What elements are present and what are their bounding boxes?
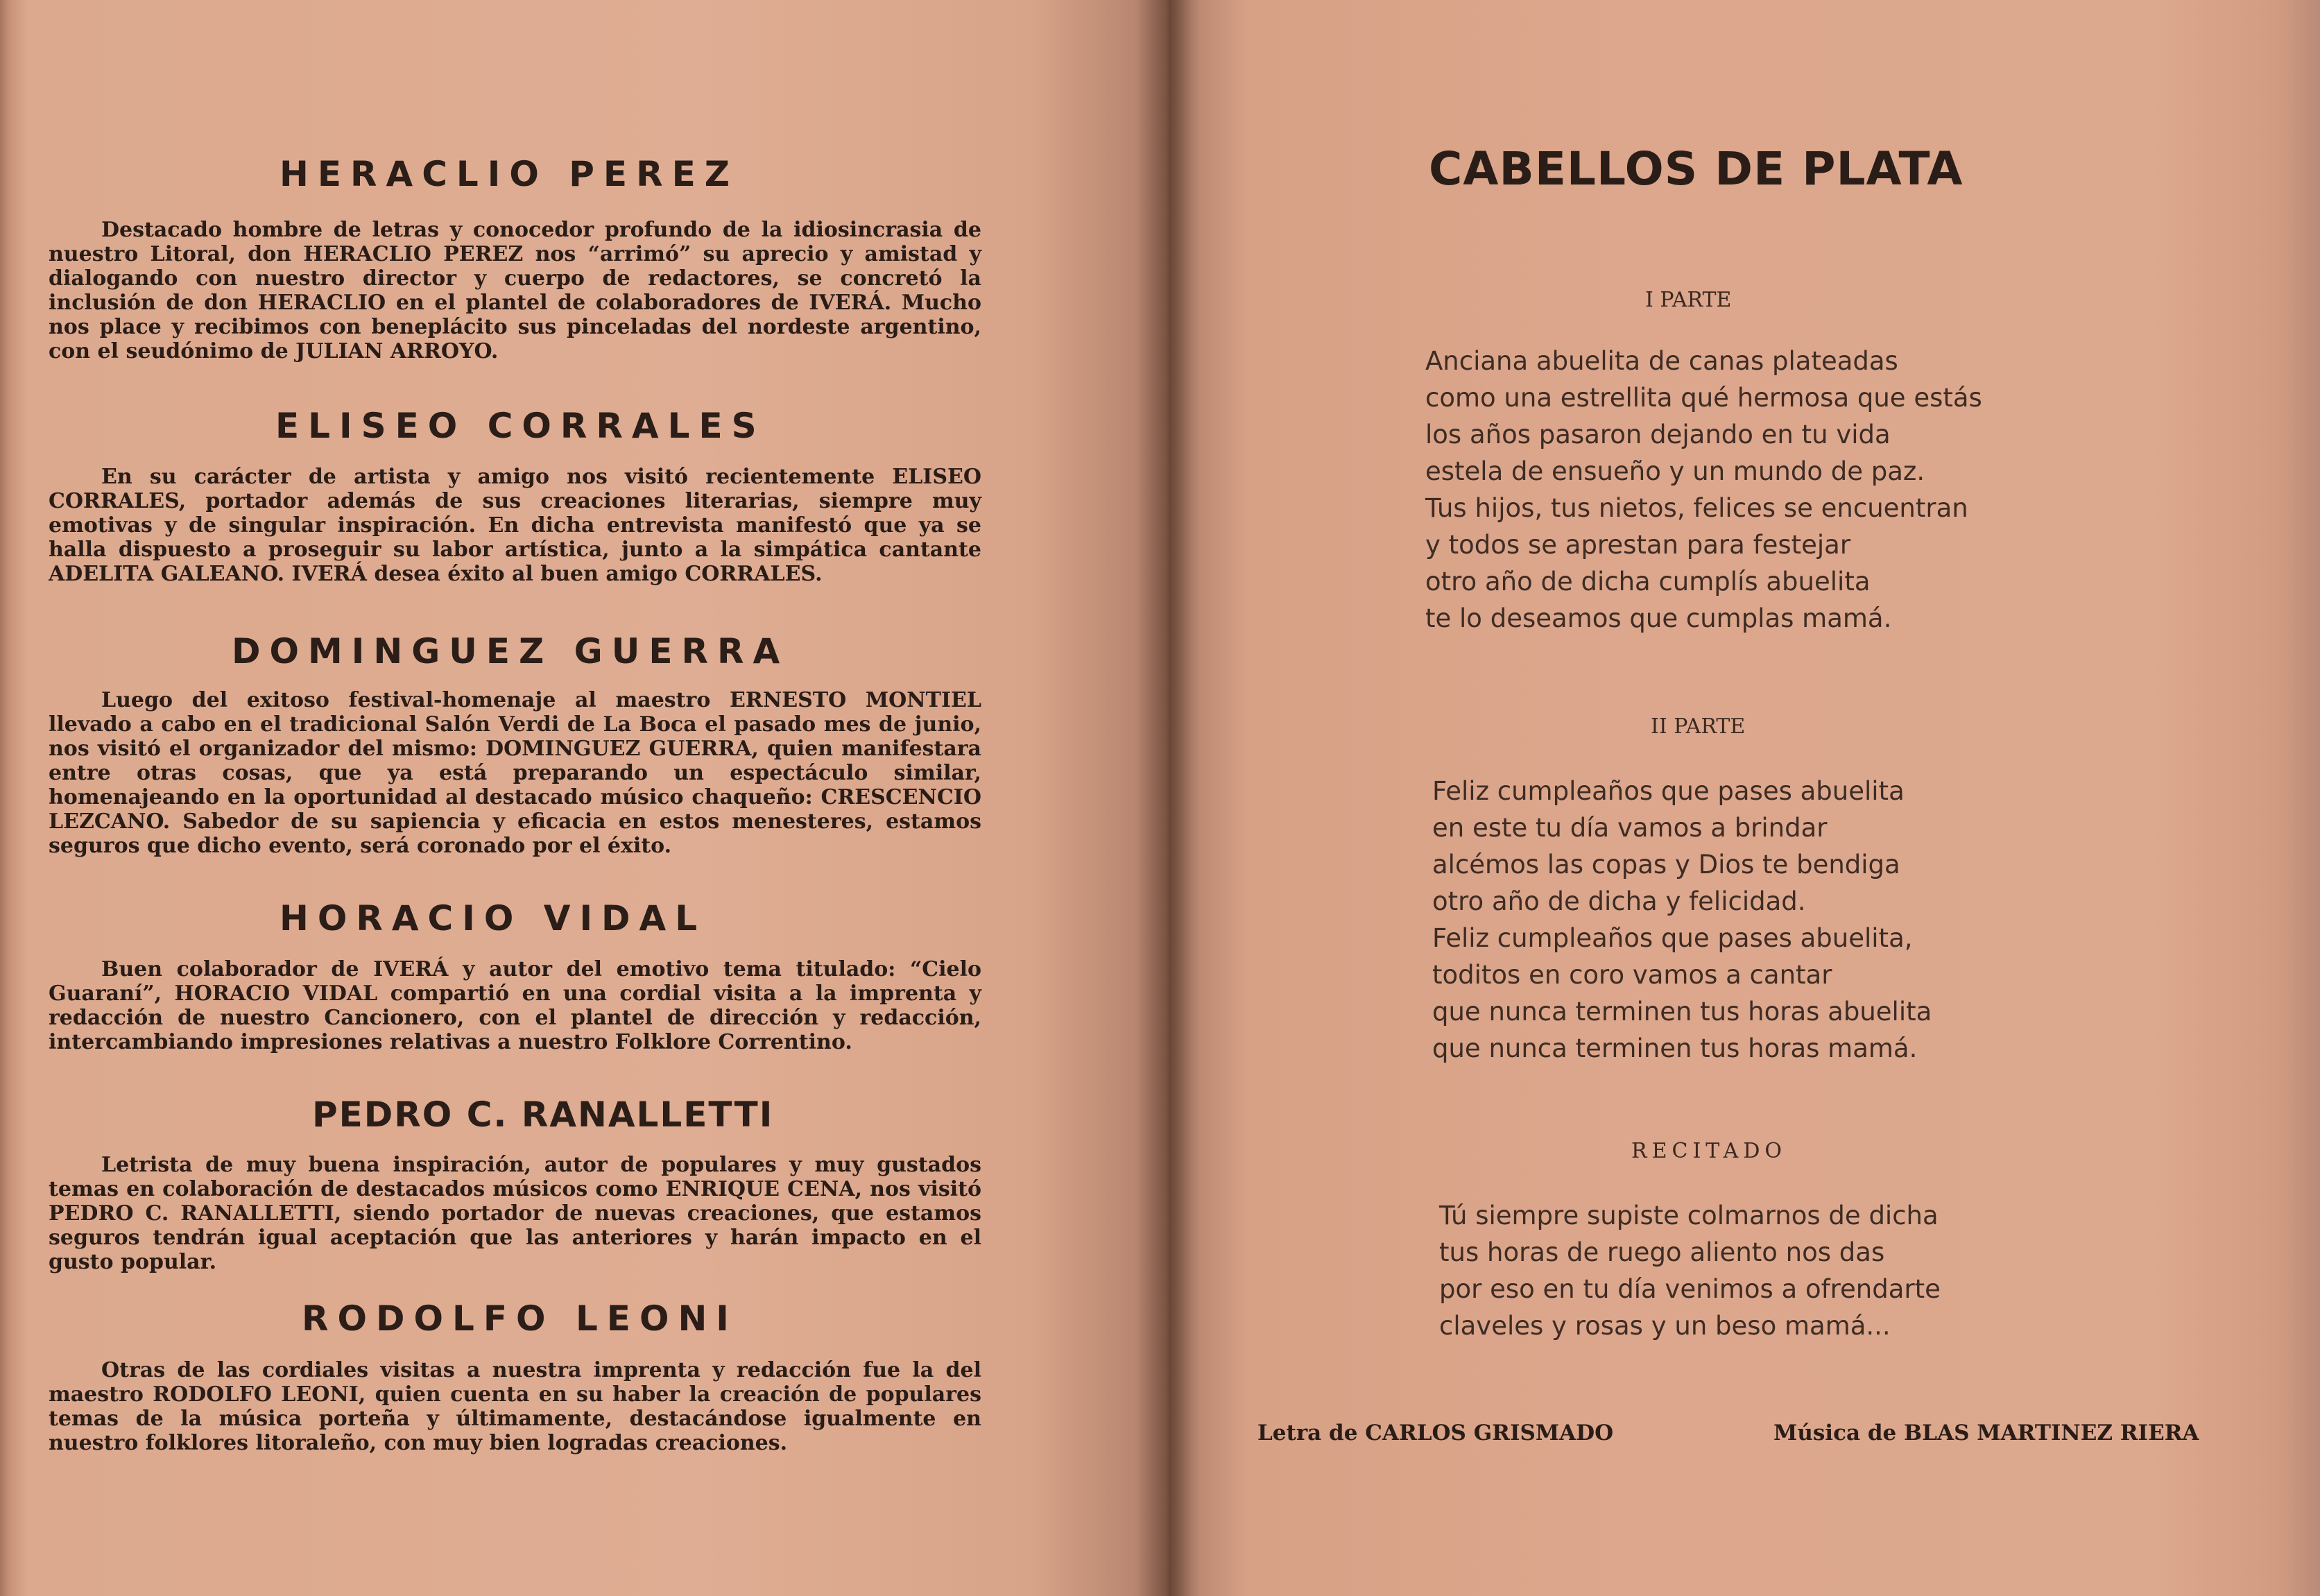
part-one-label: I PARTE bbox=[1645, 288, 1732, 312]
recitado-verse bbox=[1439, 1197, 1941, 1344]
music-credit: Música de BLAS MARTINEZ RIERA bbox=[1773, 1421, 2199, 1445]
article-heading-eliseo-corrales: ELISEO CORRALES bbox=[275, 406, 766, 446]
article-body-eliseo-corrales: En su carácter de artista y amigo nos visitó recientemente ELISEO CORRALES, portador además de sus creaciones literarias, siempre muy emotivas y de singular inspiración. En dicha entrevista manifestó que ya se halla dispuesto a proseguir su labor artística, junto a la simpática cantante ADELITA GALEANO. IVERÁ desea éxito al buen amigo CORRALES. bbox=[49, 465, 981, 586]
verse-line: en este tu día vamos a brindar bbox=[1432, 813, 1828, 843]
article-heading-dominguez-guerra: DOMINGUEZ GUERRA bbox=[232, 631, 789, 671]
verse-line: Feliz cumpleaños que pases abuelita, bbox=[1432, 923, 1913, 953]
article-heading-heraclio-perez: HERACLIO PEREZ bbox=[280, 154, 739, 194]
verse-line: como una estrellita qué hermosa que estás bbox=[1425, 383, 1982, 413]
part-two-verse bbox=[1432, 773, 1932, 1067]
verse-line: te lo deseamos que cumplas mamá. bbox=[1425, 603, 1892, 633]
part-two-label: II PARTE bbox=[1651, 714, 1746, 739]
verse-line: Feliz cumpleaños que pases abuelita bbox=[1432, 776, 1905, 806]
verse-line: que nunca terminen tus horas abuelita bbox=[1432, 997, 1932, 1027]
lyrics-credit: Letra de CARLOS GRISMADO bbox=[1257, 1421, 1614, 1445]
verse-line: Anciana abuelita de canas plateadas bbox=[1425, 346, 1898, 376]
article-body-pedro-ranalletti: Letrista de muy buena inspiración, autor de populares y muy gustados temas en colaboración de destacados músicos como ENRIQUE CENA, nos visitó PEDRO C. RANALLETTI, siendo portador de nuevas creaciones, que estamos seguros tendrán igual aceptación que las anteriores y harán impacto en el gusto popular. bbox=[49, 1153, 981, 1274]
verse-line: que nunca terminen tus horas mamá. bbox=[1432, 1033, 1918, 1063]
verse-line: alcémos las copas y Dios te bendiga bbox=[1432, 850, 1900, 879]
verse-line: Tú siempre supiste colmarnos de dicha bbox=[1439, 1201, 1939, 1230]
article-heading-rodolfo-leoni: RODOLFO LEONI bbox=[302, 1298, 738, 1339]
verse-line: y todos se aprestan para festejar bbox=[1425, 530, 1851, 560]
verse-line: tus horas de ruego aliento nos das bbox=[1439, 1237, 1885, 1267]
verse-line: estela de ensueño y un mundo de paz. bbox=[1425, 456, 1925, 486]
verse-line: Tus hijos, tus nietos, felices se encuentran bbox=[1425, 493, 1968, 523]
verse-line: por eso en tu día venimos a ofrendarte bbox=[1439, 1274, 1941, 1304]
article-heading-pedro-ranalletti: PEDRO C. RANALLETTI bbox=[312, 1095, 774, 1135]
verse-line: otro año de dicha y felicidad. bbox=[1432, 886, 1806, 916]
verse-line: toditos en coro vamos a cantar bbox=[1432, 960, 1832, 990]
article-body-dominguez-guerra: Luego del exitoso festival-homenaje al maestro ERNESTO MONTIEL llevado a cabo en el tradicional Salón Verdi de La Boca el pasado mes de junio, nos visitó el organizador del mismo: DOMINGUEZ GUERRA, quien manifestara entre otras cosas, que ya está preparando un espectáculo similar, homenajeando en la oportunidad al destacado músico chaqueño: CRESCENCIO LEZCANO. Sabedor de su sapiencia y eficacia en estos menesteres, estamos seguros que dicho evento, será coronado por el éxito. bbox=[49, 688, 981, 858]
article-body-rodolfo-leoni: Otras de las cordiales visitas a nuestra imprenta y redacción fue la del maestro RODOLFO LEONI, quien cuenta en su haber la creación de populares temas de la música porteña y últimamente, destacándose igualmente en nuestro folklores litoraleño, con muy bien logradas creaciones. bbox=[49, 1358, 981, 1455]
verse-line: otro año de dicha cumplís abuelita bbox=[1425, 567, 1871, 597]
part-one-verse bbox=[1425, 343, 1982, 637]
article-heading-horacio-vidal: HORACIO VIDAL bbox=[280, 898, 707, 938]
book-gutter bbox=[1137, 0, 1200, 1596]
verse-line: claveles y rosas y un beso mamá... bbox=[1439, 1311, 1891, 1341]
article-body-horacio-vidal: Buen colaborador de IVERÁ y autor del emotivo tema titulado: “Cielo Guaraní”, HORACIO VIDAL compartió en una cordial visita a la imprenta y redacción de nuestro Cancionero, con el plantel de dirección y redacción, intercambiando impresiones relativas a nuestro Folklore Correntino. bbox=[49, 957, 981, 1054]
verse-line: los años pasaron dejando en tu vida bbox=[1425, 420, 1891, 449]
article-body-heraclio-perez: Destacado hombre de letras y conocedor profundo de la idiosincrasia de nuestro Litoral, don HERACLIO PEREZ nos “arrimó” su aprecio y amistad y dialogando con nuestro director y cuerpo de redactores, se concretó la inclusión de don HERACLIO en el plantel de colaboradores de IVERÁ. Mucho nos place y recibimos con beneplácito sus pinceladas del nordeste argentino, con el seudónimo de JULIAN ARROYO. bbox=[49, 218, 981, 363]
song-title: CABELLOS DE PLATA bbox=[1429, 142, 1964, 196]
recitado-label: RECITADO bbox=[1631, 1139, 1787, 1163]
